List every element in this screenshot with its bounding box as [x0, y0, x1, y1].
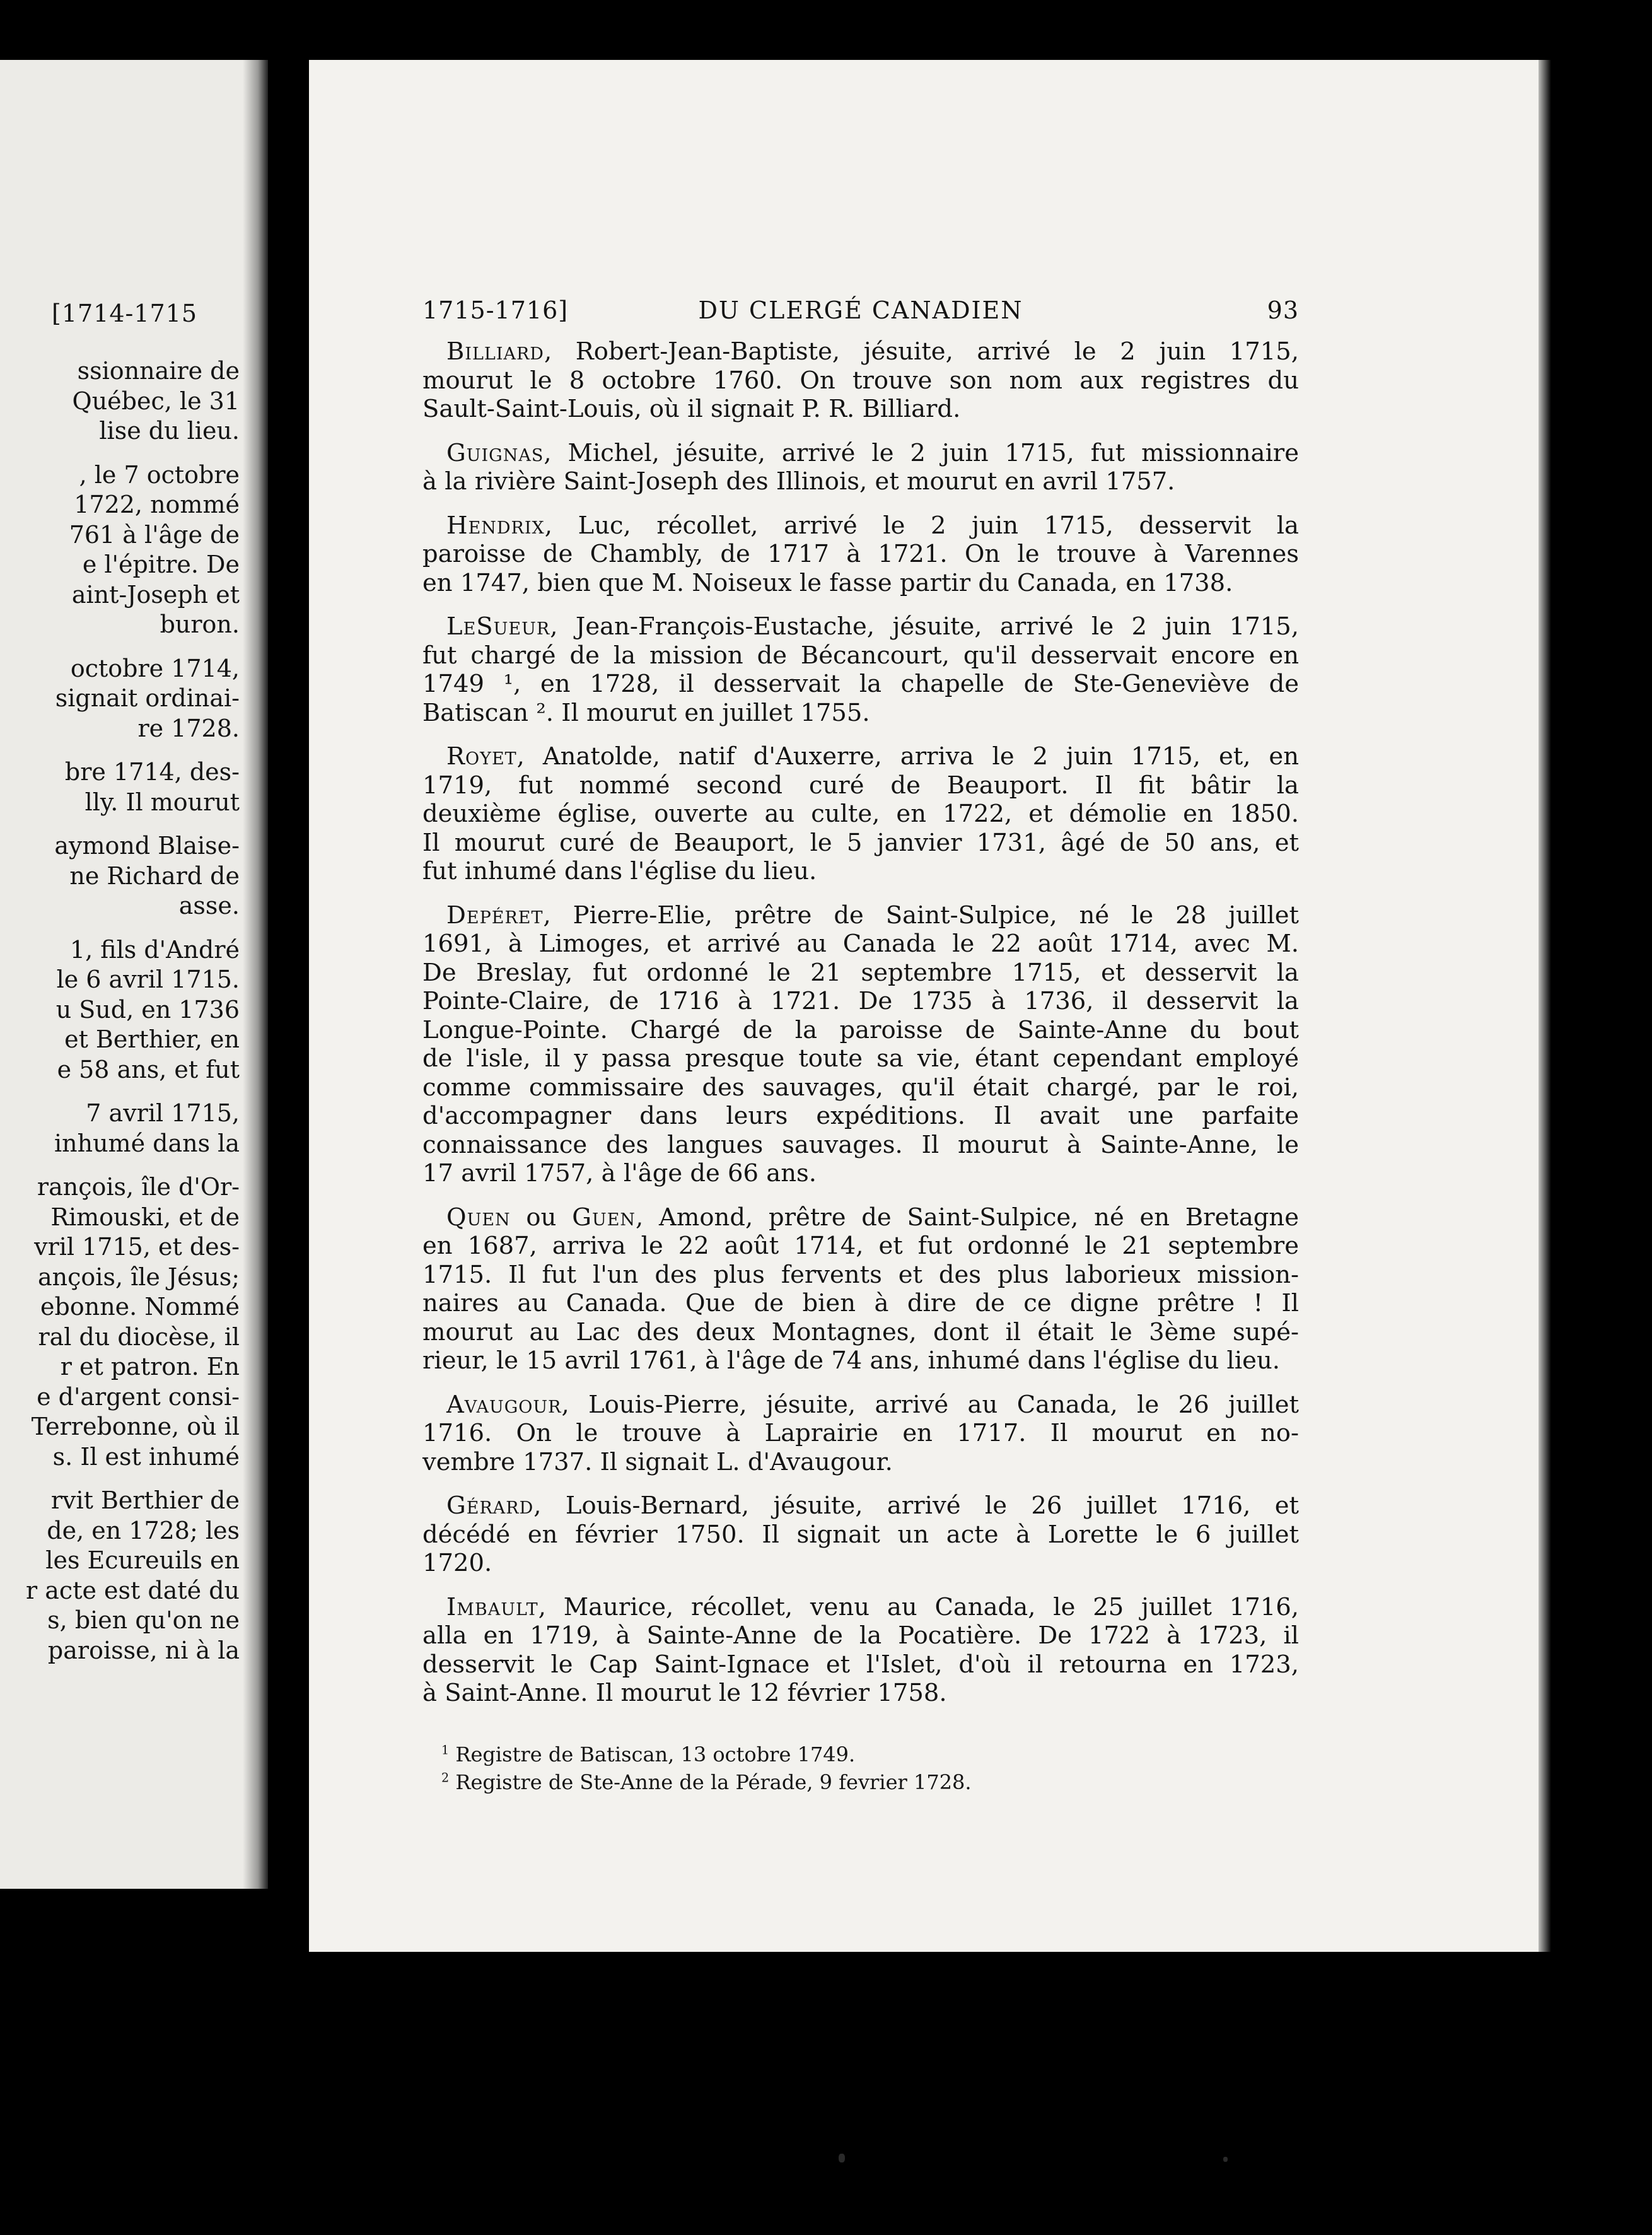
previous-page-line: ançois, île Jésus; [38, 1263, 240, 1291]
previous-page-running-head: [1714-1715 [52, 300, 198, 327]
entry-name: Depéret [446, 901, 544, 930]
biography-entry [422, 612, 1299, 727]
entry-line [422, 366, 1299, 395]
biography-entry [422, 337, 1299, 424]
entry-name: Guignas [446, 438, 544, 467]
entry-text: Pointe-Claire, de 1716 à 1721. De 1735 à 1736, il desservit la [422, 987, 1299, 1015]
entry-text: , Anatolde, natif d'Auxerre, arriva le 2 juin 1715, et, en [516, 742, 1299, 771]
biography-entry [422, 1593, 1299, 1708]
entry-line [422, 1261, 1299, 1290]
entry-text: mourut au Lac des deux Montagnes, dont il était le 3ème supé- [422, 1317, 1299, 1346]
page-gutter [243, 60, 268, 1889]
entry-name-connector: ou [510, 1203, 573, 1232]
entry-line [422, 1203, 1299, 1232]
entry-line [422, 569, 1299, 598]
entry-text: naires au Canada. Que de bien à dire de ce digne prêtre ! Il [422, 1289, 1299, 1317]
entry-line [422, 1650, 1299, 1679]
previous-page-line: lise du lieu. [99, 417, 240, 445]
entry-text: deuxième église, ouverte au culte, en 1722, et démolie en 1850. [422, 800, 1299, 828]
entry-line [422, 1346, 1299, 1375]
entry-name: Royet [446, 742, 517, 771]
entry-text: , Louis-Pierre, jésuite, arrivé au Canada, le 26 juillet [561, 1390, 1299, 1419]
entry-line [422, 857, 1299, 886]
entry-text: , Maurice, récollet, venu au Canada, le 25 juillet 1716, [538, 1592, 1299, 1621]
entry-text: , Michel, jésuite, arrivé le 2 juin 1715, fut missionnaire [544, 438, 1299, 467]
entry-line [422, 987, 1299, 1016]
previous-page-line: aymond Blaise- [54, 832, 240, 860]
previous-page-line: rançois, île d'Or- [37, 1173, 240, 1201]
previous-page-gap [0, 921, 240, 935]
entry-line [422, 1593, 1299, 1622]
entry-name: LeSueur [446, 612, 550, 641]
entry-name: Gérard [446, 1491, 534, 1520]
entry-text: paroisse de Chambly, de 1717 à 1721. On le trouve à Varennes [422, 540, 1299, 568]
previous-page-line: les Ecureuils en [45, 1546, 240, 1574]
previous-page-line: et Berthier, en [64, 1025, 240, 1053]
previous-page-line: 1722, nommé [74, 491, 240, 518]
entry-line [422, 959, 1299, 988]
entry-line [422, 1016, 1299, 1045]
previous-page-line: e l'épitre. De [82, 551, 240, 578]
previous-page-line: Rimouski, et de [50, 1203, 240, 1231]
entry-line [422, 670, 1299, 699]
entry-text: 17 avril 1757, à l'âge de 66 ans. [422, 1159, 817, 1188]
previous-page-line: aint-Joseph et [71, 580, 240, 609]
footnotes [441, 1741, 1261, 1796]
entry-alt-name: Guen [572, 1203, 636, 1232]
entry-line [422, 1232, 1299, 1261]
previous-page-gap [0, 744, 240, 757]
previous-page-line: rvit Berthier de [50, 1486, 240, 1514]
previous-page-gap [0, 1472, 240, 1486]
biography-entry [422, 1391, 1299, 1477]
previous-page-gap [0, 817, 240, 831]
previous-page-line: de, en 1728; les [47, 1516, 240, 1544]
entry-text: de l'isle, il y passa presque toute sa vie, étant cependant employé [422, 1044, 1299, 1073]
entry-text: décédé en février 1750. Il signait un acte à Lorette le 6 juillet [422, 1520, 1299, 1549]
entry-line [422, 771, 1299, 800]
previous-page-line: ebonne. Nommé [40, 1293, 240, 1321]
entry-text: comme commissaire des sauvages, qu'il était chargé, par le roi, [422, 1073, 1299, 1102]
page-number: 93 [1267, 296, 1299, 324]
previous-page-line: , le 7 octobre [79, 460, 240, 489]
entry-line [422, 1679, 1299, 1708]
entry-line [422, 1289, 1299, 1318]
footnote-mark: 1 [441, 1742, 450, 1758]
entry-line [422, 467, 1299, 496]
entry-line [422, 1318, 1299, 1347]
page-edge-shadow [1539, 60, 1551, 1952]
previous-page-line: u Sud, en 1736 [55, 995, 240, 1024]
footnote-mark: 2 [441, 1770, 450, 1785]
footnote [441, 1741, 1261, 1768]
previous-page-line: octobre 1714, [70, 654, 240, 682]
entry-line [422, 1131, 1299, 1160]
entry-text: 1715. Il fut l'un des plus fervents et des plus laborieux mission- [422, 1260, 1299, 1289]
entry-line [422, 641, 1299, 670]
dust-speck [839, 2154, 845, 2162]
previous-page-line: le 6 avril 1715. [56, 966, 240, 993]
biography-entry [422, 1203, 1299, 1375]
previous-page-line: ral du diocèse, il [38, 1322, 240, 1351]
entry-name: Avaugour [446, 1390, 562, 1419]
header-date-range: 1715-1716] [422, 296, 569, 324]
entry-line [422, 829, 1299, 858]
entry-text: De Breslay, fut ordonné le 21 septembre 1715, et desservit la [422, 958, 1299, 987]
entry-text: vembre 1737. Il signait L. d'Avaugour. [422, 1447, 893, 1476]
entry-name: Quen [446, 1203, 511, 1232]
previous-page-line: bre 1714, des- [64, 758, 240, 786]
entry-line [422, 511, 1299, 540]
entry-line [422, 1159, 1299, 1188]
entry-text: connaissance des langues sauvages. Il mourut à Sainte-Anne, le [422, 1130, 1299, 1159]
entry-line [422, 1073, 1299, 1102]
previous-page-line: e d'argent consi- [37, 1382, 240, 1411]
biography-entry [422, 901, 1299, 1188]
previous-page-line: inhumé dans la [54, 1129, 240, 1157]
previous-page-line: Terrebonne, où il [31, 1413, 240, 1440]
entry-text: 1749 ¹, en 1728, il desservait la chapelle de Ste-Geneviève de [422, 670, 1299, 698]
previous-page-line: 7 avril 1715, [86, 1099, 240, 1127]
entry-line [422, 1549, 1299, 1578]
previous-page-line: Québec, le 31 [72, 387, 240, 415]
entry-name: Imbault [446, 1592, 538, 1621]
previous-page-line: paroisse, ni à la [47, 1636, 240, 1664]
dust-speck [1223, 2157, 1228, 2162]
entry-text: desservit le Cap Saint-Ignace et l'Islet, d'où il retourna en 1723, [422, 1650, 1299, 1679]
previous-page-line: s, bien qu'on ne [47, 1606, 240, 1634]
running-header [422, 296, 1299, 328]
previous-page-gap [0, 446, 240, 460]
entry-text: fut chargé de la mission de Bécancourt, qu'il desservait encore en [422, 641, 1299, 670]
main-page [309, 60, 1539, 1952]
previous-page-line: 1, fils d'André [69, 935, 240, 964]
entry-text: à la rivière Saint-Joseph des Illinois, et mourut en avril 1757. [422, 467, 1175, 496]
entry-text: , Robert-Jean-Baptiste, jésuite, arrivé le 2 juin 1715, [544, 337, 1299, 366]
previous-page-line: ssionnaire de [77, 357, 240, 385]
previous-page-line: 761 à l'âge de [69, 520, 240, 549]
previous-page-line: ne Richard de [69, 861, 240, 890]
previous-page-line: vril 1715, et des- [34, 1233, 240, 1261]
entry-name: Hendrix [446, 511, 545, 540]
entry-text: mourut le 8 octobre 1760. On trouve son nom aux registres du [422, 366, 1299, 395]
entry-line [422, 1102, 1299, 1131]
entry-line [422, 742, 1299, 771]
entry-text: 1719, fut nommé second curé de Beauport. Il fit bâtir la [422, 771, 1299, 800]
entry-line [422, 612, 1299, 641]
biography-entry [422, 742, 1299, 886]
entry-text: 1720. [422, 1549, 492, 1577]
entry-text: 1691, à Limoges, et arrivé au Canada le 22 août 1714, avec M. [422, 930, 1299, 958]
entry-text: à Saint-Anne. Il mourut le 12 février 1758. [422, 1679, 947, 1707]
previous-page-line: asse. [178, 892, 240, 919]
entry-text: Longue-Pointe. Chargé de la paroisse de Sainte-Anne du bout [422, 1015, 1299, 1044]
previous-page-line: buron. [160, 610, 240, 638]
previous-page-line: s. Il est inhumé [52, 1442, 240, 1471]
entry-text: d'accompagner dans leurs expéditions. Il avait une parfaite [422, 1102, 1299, 1130]
entry-text: , Amond, prêtre de Saint-Sulpice, né en Bretagne [636, 1203, 1300, 1232]
footnote-text: Registre de Batiscan, 13 octobre 1749. [449, 1742, 856, 1766]
footnote [441, 1768, 1261, 1796]
entry-text: fut inhumé dans l'église du lieu. [422, 857, 817, 885]
biography-entry [422, 1491, 1299, 1578]
entry-line [422, 800, 1299, 829]
previous-page-line: lly. Il mourut [84, 788, 240, 816]
previous-page-gap [0, 1085, 240, 1099]
entry-line [422, 699, 1299, 728]
entry-line [422, 1391, 1299, 1420]
entry-text: , Jean-François-Eustache, jésuite, arrivé le 2 juin 1715, [550, 612, 1299, 641]
entry-text: en 1747, bien que M. Noiseux le fasse partir du Canada, en 1738. [422, 568, 1233, 597]
entry-line [422, 901, 1299, 930]
biography-entry [422, 439, 1299, 496]
entry-line [422, 1448, 1299, 1477]
entry-line [422, 439, 1299, 468]
entry-name: Billiard [446, 337, 544, 366]
entry-line [422, 1520, 1299, 1549]
entry-line [422, 540, 1299, 569]
previous-page-text [0, 356, 240, 1666]
entry-text: Sault-Saint-Louis, où il signait P. R. Billiard. [422, 395, 961, 423]
entry-line [422, 1419, 1299, 1448]
entry-line [422, 1621, 1299, 1650]
previous-page-fragment [0, 60, 268, 1889]
footnote-text: Registre de Ste-Anne de la Pérade, 9 fevrier 1728. [449, 1770, 972, 1794]
entry-text: 1716. On le trouve à Laprairie en 1717. Il mourut en no- [422, 1419, 1299, 1447]
biography-entry [422, 511, 1299, 598]
previous-page-line: e 58 ans, et fut [57, 1055, 240, 1083]
previous-page-line: r et patron. En [60, 1353, 240, 1380]
previous-page-line: signait ordinai- [55, 684, 240, 712]
entry-text: , Louis-Bernard, jésuite, arrivé le 26 juillet 1716, et [533, 1491, 1299, 1520]
previous-page-gap [0, 1158, 240, 1172]
previous-page-line: re 1728. [137, 714, 240, 742]
entry-line [422, 1044, 1299, 1073]
header-title: DU CLERGÉ CANADIEN [698, 296, 1023, 324]
entry-text: rieur, le 15 avril 1761, à l'âge de 74 ans, inhumé dans l'église du lieu. [422, 1346, 1281, 1375]
entry-line [422, 337, 1299, 366]
entry-line [422, 1491, 1299, 1520]
entry-text: Batiscan ². Il mourut en juillet 1755. [422, 698, 870, 727]
entry-text: , Pierre-Elie, prêtre de Saint-Sulpice, né le 28 juillet [543, 901, 1299, 930]
entry-text: alla en 1719, à Sainte-Anne de la Pocatière. De 1722 à 1723, il [422, 1621, 1299, 1650]
previous-page-line: r acte est daté du [26, 1576, 240, 1604]
entry-text: Il mourut curé de Beauport, le 5 janvier 1731, âgé de 50 ans, et [422, 828, 1299, 857]
page-body [422, 337, 1299, 1723]
entry-text: , Luc, récollet, arrivé le 2 juin 1715, desservit la [544, 511, 1299, 540]
entry-line [422, 930, 1299, 959]
previous-page-gap [0, 640, 240, 654]
entry-text: en 1687, arriva le 22 août 1714, et fut ordonné le 21 septembre [422, 1232, 1299, 1260]
entry-line [422, 395, 1299, 424]
